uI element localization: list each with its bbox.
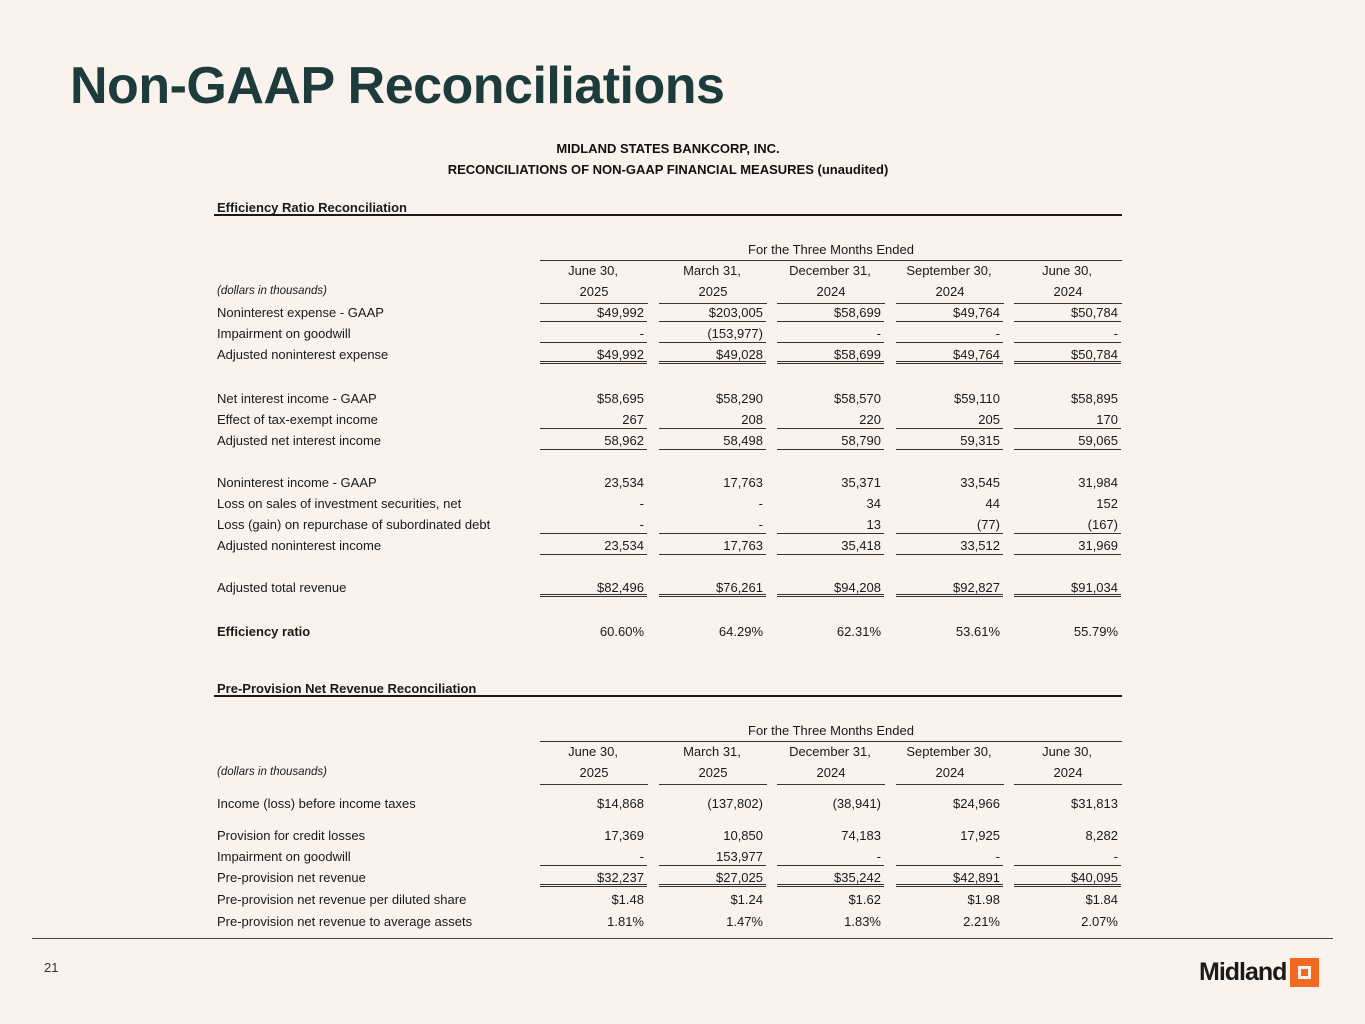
value-cell: 58,962 — [540, 431, 647, 450]
row-label: Noninterest income - GAAP — [217, 475, 377, 490]
table-row — [214, 578, 1122, 598]
value-cell: $58,290 — [716, 391, 763, 406]
value-cell: $42,891 — [896, 868, 1003, 887]
value-cell: 58,790 — [777, 431, 884, 450]
value-cell: 267 — [540, 410, 647, 429]
value-cell: 17,763 — [723, 475, 763, 490]
row-label: Provision for credit losses — [217, 828, 366, 843]
table-row — [214, 389, 1122, 409]
row-label: Income (loss) before income taxes — [217, 796, 416, 811]
table-row — [214, 345, 1122, 365]
value-cell: (153,977) — [659, 324, 766, 343]
row-label: Pre-provision net revenue to average assets — [217, 914, 473, 929]
value-cell: 74,183 — [841, 828, 881, 843]
period-caption: For the Three Months Ended — [540, 242, 1122, 261]
value-cell: 34 — [866, 496, 881, 511]
table-row — [214, 826, 1122, 846]
value-cell: - — [659, 515, 766, 534]
column-header-year: 2024 — [777, 765, 885, 785]
value-cell: 1.81% — [607, 914, 644, 929]
value-cell: 8,282 — [1085, 828, 1118, 843]
value-cell: 58,498 — [659, 431, 766, 450]
value-cell: $1.62 — [848, 892, 881, 907]
table-row — [214, 410, 1122, 430]
value-cell: $1.84 — [1085, 892, 1118, 907]
column-header-year: 2025 — [540, 284, 648, 304]
value-cell: $91,034 — [1014, 578, 1121, 597]
value-cell: $49,764 — [896, 345, 1003, 364]
value-cell: $58,695 — [597, 391, 644, 406]
period-caption: For the Three Months Ended — [540, 723, 1122, 742]
value-cell: - — [777, 847, 884, 866]
column-header-year: 2025 — [540, 765, 648, 785]
value-cell: - — [540, 515, 647, 534]
value-cell: - — [758, 496, 763, 511]
value-cell: 31,984 — [1078, 475, 1118, 490]
value-cell: 2.21% — [963, 914, 1000, 929]
value-cell: 62.31% — [836, 624, 881, 639]
column-header-month: June 30, — [568, 744, 618, 759]
row-label: Noninterest expense - GAAP — [217, 305, 384, 320]
value-cell: 205 — [896, 410, 1003, 429]
value-cell: 1.83% — [844, 914, 881, 929]
value-cell: $94,208 — [777, 578, 884, 597]
table-row — [214, 515, 1122, 535]
column-header-month: June 30, — [1042, 263, 1092, 278]
column-header-month: March 31, — [683, 744, 741, 759]
value-cell: $1.48 — [611, 892, 644, 907]
value-cell: $203,005 — [659, 303, 766, 322]
company-name: MIDLAND STATES BANKCORP, INC. — [556, 141, 780, 156]
column-header-year: 2024 — [777, 284, 885, 304]
value-cell: $1.24 — [730, 892, 763, 907]
table-row — [214, 536, 1122, 556]
value-cell: 59,315 — [896, 431, 1003, 450]
table-row — [214, 622, 1122, 642]
value-cell: - — [777, 324, 884, 343]
value-cell: 23,534 — [540, 536, 647, 555]
value-cell: 13 — [777, 515, 884, 534]
value-cell: (137,802) — [707, 796, 763, 811]
value-cell: 220 — [777, 410, 884, 429]
midland-logo — [1199, 958, 1319, 987]
value-cell: 152 — [1096, 496, 1118, 511]
value-cell: 23,534 — [604, 475, 644, 490]
table-row — [214, 324, 1122, 344]
value-cell: $50,784 — [1014, 303, 1121, 322]
logo-mark-icon — [1290, 958, 1319, 987]
row-label: Impairment on goodwill — [217, 326, 351, 341]
value-cell: 33,512 — [896, 536, 1003, 555]
value-cell: 44 — [985, 496, 1000, 511]
row-label: Effect of tax-exempt income — [217, 412, 378, 427]
footer-divider — [32, 938, 1333, 939]
value-cell: - — [1014, 324, 1121, 343]
row-label: Pre-provision net revenue — [217, 870, 366, 885]
column-header-year: 2024 — [1014, 765, 1122, 785]
report-title: RECONCILIATIONS OF NON-GAAP FINANCIAL MEASURES (unaudited) — [447, 162, 889, 177]
value-cell: $49,992 — [540, 303, 647, 322]
value-cell: $35,242 — [777, 868, 884, 887]
value-cell: $59,110 — [953, 391, 1000, 406]
value-cell: 33,545 — [960, 475, 1000, 490]
table-row — [214, 912, 1122, 932]
table-row — [214, 794, 1122, 814]
value-cell: (38,941) — [832, 796, 881, 811]
column-header-year: 2025 — [659, 284, 767, 304]
row-label: Adjusted total revenue — [217, 580, 347, 595]
value-cell: $31,813 — [1071, 796, 1118, 811]
column-header-year: 2024 — [896, 284, 1004, 304]
value-cell: - — [896, 847, 1003, 866]
value-cell: $58,699 — [777, 303, 884, 322]
row-label: Adjusted noninterest expense — [217, 347, 389, 362]
units-note: (dollars in thousands) — [217, 285, 327, 297]
efficiency-ratio-section — [214, 200, 1122, 650]
column-header-month: December 31, — [789, 263, 871, 278]
table-row — [214, 847, 1122, 867]
value-cell: $1.98 — [967, 892, 1000, 907]
section-title: Efficiency Ratio Reconciliation — [214, 200, 1122, 216]
value-cell: 35,418 — [777, 536, 884, 555]
value-cell: $40,095 — [1014, 868, 1121, 887]
value-cell: $50,784 — [1014, 345, 1121, 364]
logo-text: Midland — [1199, 958, 1287, 986]
value-cell: $49,992 — [540, 345, 647, 364]
pprn-section — [214, 681, 1122, 931]
value-cell: 17,369 — [604, 828, 644, 843]
value-cell: 17,763 — [659, 536, 766, 555]
value-cell: $27,025 — [659, 868, 766, 887]
table-row — [214, 473, 1122, 493]
value-cell: 53.61% — [955, 624, 1000, 639]
column-header-year: 2025 — [659, 765, 767, 785]
value-cell: $58,570 — [834, 391, 881, 406]
column-header-month: June 30, — [1042, 744, 1092, 759]
value-cell: $49,028 — [659, 345, 766, 364]
row-label: Net interest income - GAAP — [217, 391, 377, 406]
value-cell: 17,925 — [960, 828, 1000, 843]
value-cell: $58,895 — [1071, 391, 1118, 406]
page-number: 21 — [44, 960, 59, 975]
value-cell: 31,969 — [1014, 536, 1121, 555]
column-header-year: 2024 — [896, 765, 1004, 785]
value-cell: $32,237 — [540, 868, 647, 887]
column-header-month: September 30, — [906, 744, 992, 759]
column-header-month: March 31, — [683, 263, 741, 278]
value-cell: - — [639, 496, 644, 511]
column-header-month: June 30, — [568, 263, 618, 278]
value-cell: 170 — [1014, 410, 1121, 429]
value-cell: 59,065 — [1014, 431, 1121, 450]
value-cell: 55.79% — [1073, 624, 1118, 639]
value-cell: $82,496 — [540, 578, 647, 597]
column-header-month: December 31, — [789, 744, 871, 759]
value-cell: - — [896, 324, 1003, 343]
value-cell: $49,764 — [896, 303, 1003, 322]
value-cell: 64.29% — [718, 624, 763, 639]
value-cell: (77) — [896, 515, 1003, 534]
value-cell: 1.47% — [726, 914, 763, 929]
value-cell: 10,850 — [723, 828, 763, 843]
table-row — [214, 868, 1122, 888]
row-label: Pre-provision net revenue per diluted share — [217, 892, 467, 907]
slide-title: Non-GAAP Reconciliations — [70, 57, 725, 115]
value-cell: - — [540, 847, 647, 866]
value-cell: $14,868 — [597, 796, 644, 811]
value-cell: 2.07% — [1081, 914, 1118, 929]
value-cell: - — [540, 324, 647, 343]
value-cell: $92,827 — [896, 578, 1003, 597]
row-label: Loss on sales of investment securities, net — [217, 496, 462, 511]
row-label: Adjusted noninterest income — [217, 538, 382, 553]
value-cell: $24,966 — [953, 796, 1000, 811]
value-cell: - — [1014, 847, 1121, 866]
units-note: (dollars in thousands) — [217, 766, 327, 778]
value-cell: 208 — [659, 410, 766, 429]
value-cell: 35,371 — [841, 475, 881, 490]
section-title: Pre-Provision Net Revenue Reconciliation — [214, 681, 1122, 697]
column-header-month: September 30, — [906, 263, 992, 278]
table-row — [214, 494, 1122, 514]
table-row — [214, 303, 1122, 323]
value-cell: 153,977 — [659, 847, 766, 866]
row-label: Efficiency ratio — [217, 624, 311, 639]
column-header-year: 2024 — [1014, 284, 1122, 304]
value-cell: $58,699 — [777, 345, 884, 364]
table-row — [214, 431, 1122, 451]
value-cell: 60.60% — [599, 624, 644, 639]
row-label: Loss (gain) on repurchase of subordinated debt — [217, 517, 491, 532]
value-cell: (167) — [1014, 515, 1121, 534]
row-label: Impairment on goodwill — [217, 849, 351, 864]
row-label: Adjusted net interest income — [217, 433, 382, 448]
value-cell: $76,261 — [659, 578, 766, 597]
table-row — [214, 890, 1122, 910]
